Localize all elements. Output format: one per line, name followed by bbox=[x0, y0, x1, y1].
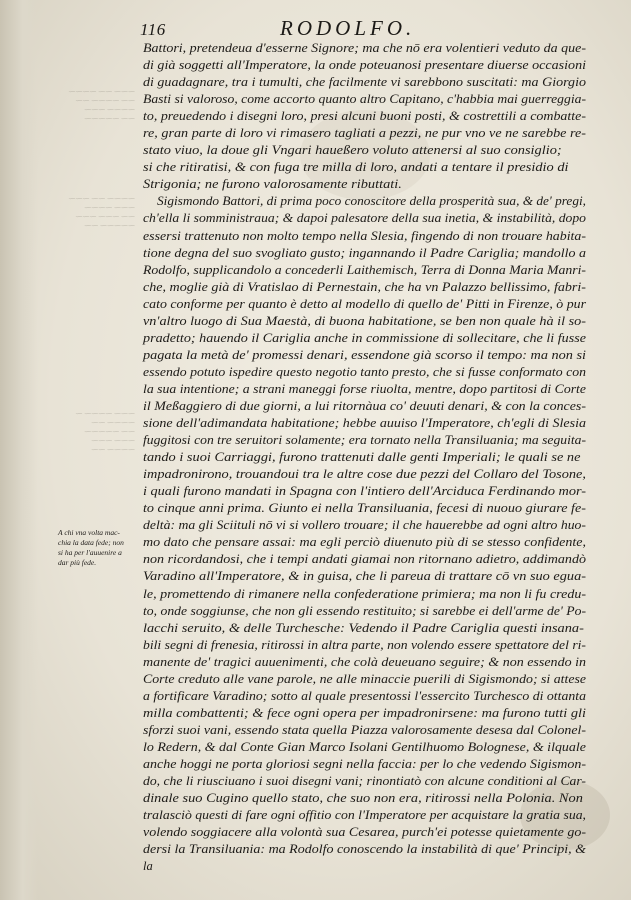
text-line: to, preuedendo i disegni loro, presi alcuni buoni posti, & costrettili a combatte- bbox=[143, 109, 586, 124]
text-line: cato conforme per quanto è detto al modello di quello de' Pitti in Firenze, ò pur bbox=[143, 296, 586, 311]
text-line: mo dato che pensare assai: ma egli perciò diuenuto più di se stesso confidente, bbox=[143, 535, 586, 550]
text-line: re, gran parte di loro vi rimasero tagliati a pezzi, ne pur vno ve ne sarebbe re- bbox=[143, 126, 586, 141]
text-line: milla combattenti; & fece ogni opera per impadronirsene: ma furono tutti gli bbox=[143, 705, 586, 720]
text-line: i quali furono mandati in Spagna con l'intiero dell'Arciduca Ferdinando mor- bbox=[143, 484, 586, 499]
text-line: dersi la Transiluania: ma Rodolfo conoscendo la instabilità di que' Principi, & bbox=[143, 842, 586, 857]
text-line: essersi trattenuto non molto tempo nella Slesia, fingendo di non trouare habita- bbox=[143, 228, 586, 243]
text-line: to, onde soggiunse, che non gli essendo restituito; si sarebbe ei dell'arme de' Po- bbox=[143, 603, 586, 618]
show-through-note-1: ⁓⁓⁓ ⁓⁓ ⁓⁓⁓⁓ ⁓⁓ ⁓⁓⁓⁓ ⁓⁓ ⁓⁓⁓⁓ ⁓⁓⁓ ⁓⁓ ⁓⁓⁓⁓⁓ bbox=[68, 88, 135, 123]
text-line: a fortificare Varadino; sotto al quale presentossi l'essercito Turchesco di ottanta bbox=[143, 688, 586, 703]
margin-note-line: dar più fede. bbox=[58, 558, 97, 567]
text-line: tralasciò questi di fare ogni offitio con l'Imperatore per acquistare la gratia sua, bbox=[143, 808, 586, 823]
text-line: manente de' tragici auuenimenti, che colà deueuano seguire; & non essendo in bbox=[143, 654, 586, 669]
text-line: sforzi suoi vani, essendo stata quella Piazza valorosamente desesa dal Colonel- bbox=[143, 722, 586, 737]
text-line: deltà: ma gli Sciituli nō vi si vollero trouare; il che hauerebbe ad ogni altro huo- bbox=[143, 518, 586, 533]
show-through-note-3: ⁓⁓⁓ ⁓⁓⁓⁓ ⁓ ⁓⁓⁓⁓ ⁓⁓ ⁓⁓ ⁓⁓⁓⁓⁓ ⁓⁓⁓ ⁓⁓⁓ ⁓⁓⁓⁓ ⁓⁓ bbox=[75, 410, 135, 454]
margin-note bbox=[58, 528, 142, 568]
text-line: pradetto; hauendo il Cariglia anche in commissione di sollecitare, che li fusse bbox=[143, 330, 586, 345]
text-line: di già soggetti all'Imperatore, la onde poteuanosi presentare diuerse occasioni bbox=[143, 58, 586, 73]
text-line: Varadino all'Imperatore, & in guisa, che li pareua di trattare cō vn suo egua- bbox=[143, 569, 586, 584]
text-line: che, moglie già di Vratislao di Pernestain, che ha vn Palazzo bellissimo, fabri- bbox=[143, 279, 586, 294]
running-head: RODOLFO. bbox=[280, 16, 416, 40]
text-line: lo Redern, & dal Conte Gian Marco Isolani Gentilhuomo Bolognese, & ilquale bbox=[143, 739, 586, 754]
text-line: Battori, pretendeua d'esserne Signore; ma che nō era volentieri veduto da que- bbox=[143, 41, 586, 55]
text-line: fuggitosi con tre seruitori solamente; era tornato nella Transiluania; ma seguita- bbox=[143, 433, 586, 448]
text-line: tione degna del suo svogliato gusto; ingannando il Padre Cariglia; mandollo a bbox=[143, 245, 586, 260]
text-line: sione dell'adimandata habitatione; hebbe auuiso l'Imperatore, ch'egli di Slesia bbox=[143, 416, 586, 431]
text-line: vn'altro luogo di Sua Maestà, di buona habitatione, se ben non quale hà il so- bbox=[143, 313, 586, 328]
text-line: Sigismondo Battori, di prima poco conoscitore della prosperità sua, & de' pregi, bbox=[157, 194, 586, 209]
margin-note-line: chia la data fede; non bbox=[58, 538, 124, 547]
text-line: bili segni di frenesia, ritirossi in altra parte, non volendo essere spettatore del ri- bbox=[143, 637, 586, 652]
text-line: le, promettendo di rimanere nella confederatione primiera; ma non li fu credu- bbox=[143, 586, 586, 601]
text-line: di guadagnare, tra i tumulti, che facilmente vi sarebbono suscitati: ma Giorgio bbox=[143, 75, 586, 90]
text-line: do, che li riusciuano i suoi disegni vani; rinontiatò con alcune conditioni al Car- bbox=[143, 774, 586, 789]
text-line: pagata la metà de' promessi denari, essendone già scorso il tempo: ma non si bbox=[143, 347, 586, 362]
text-line: Rodolfo, supplicandolo a concederli Laithemisch, Terra di Donna Maria Manri- bbox=[143, 262, 586, 277]
text-line: stato viuo, la doue gli Vngari haueßero voluto attenersi al suo consiglio; bbox=[143, 143, 562, 158]
text-line: il Meßaggiero di due giorni, a lui ritornàua co' deuuti denari, & con la conces- bbox=[143, 398, 586, 413]
text-line: tando i suoi Carriaggi, furono trattenuti dalle genti Imperiali; le quali se ne bbox=[143, 450, 581, 465]
text-line: impadronirono, trouandoui tra le altre cose due pezzi del Collaro del Tosone, bbox=[143, 467, 586, 482]
text-line: anche hoggi ne porta gloriosi segni nella faccia: per lo che vedendo Sigismon- bbox=[143, 756, 586, 771]
body-text bbox=[143, 40, 586, 875]
text-line: non ricordandosi, che i tempi andati giamai non ritornano adietro, addimandò bbox=[143, 552, 586, 567]
text-line: ch'ella li somministraua; & dapoi palesatore della sua inetia, & instabilità, dopo bbox=[143, 211, 586, 226]
margin-note-line: A chi vna volta mac- bbox=[58, 528, 120, 537]
text-line: Corte creduto alle vane parole, ne alle minaccie puerili di Sigismondo; si attese bbox=[143, 671, 586, 686]
text-line: la bbox=[143, 859, 153, 874]
text-line: Basti si valoroso, come accorto quanto altro Capitano, c'habbia mai guerreggia- bbox=[143, 92, 586, 107]
margin-note-line: si ha per l'auuenire a bbox=[58, 548, 122, 557]
text-line: si che ritiratisi, & con fuga tre milla di loro, andati a tentare il presidio di bbox=[143, 160, 569, 175]
page-gutter-shadow bbox=[0, 0, 38, 900]
text-line: lacchi seruito, & delle Turchesche: Vedendo il Padre Cariglia questi insana- bbox=[143, 620, 584, 635]
page-number: 116 bbox=[140, 20, 166, 39]
text-line: Strigonia; ne furono valorosamente ributtati. bbox=[143, 177, 402, 192]
text-line: dinale suo Cugino quello stato, che suo non era, ritirossi nella Polonia. Non bbox=[143, 791, 583, 806]
show-through-note-2: ⁓⁓⁓⁓ ⁓⁓ ⁓⁓⁓ ⁓⁓⁓ ⁓⁓⁓⁓ ⁓⁓ ⁓⁓⁓ ⁓⁓⁓ ⁓⁓⁓⁓⁓ ⁓⁓ bbox=[68, 195, 135, 230]
text-line: la sua intentione; a strani maneggi forse riuolta, mentre, dopo partitosi di Corte bbox=[143, 381, 586, 396]
text-line: essendo potuto ispedire questo negotio tanto presto, che si fusse conformato con bbox=[143, 364, 586, 379]
text-line: to cinque anni prima. Giunto ei nella Transiluania, fecesi di nuouo giurare fe- bbox=[143, 501, 586, 516]
text-line: volendo soggiacere alla volontà sua Cesarea, purch'ei potesse quietamente go- bbox=[143, 825, 586, 840]
